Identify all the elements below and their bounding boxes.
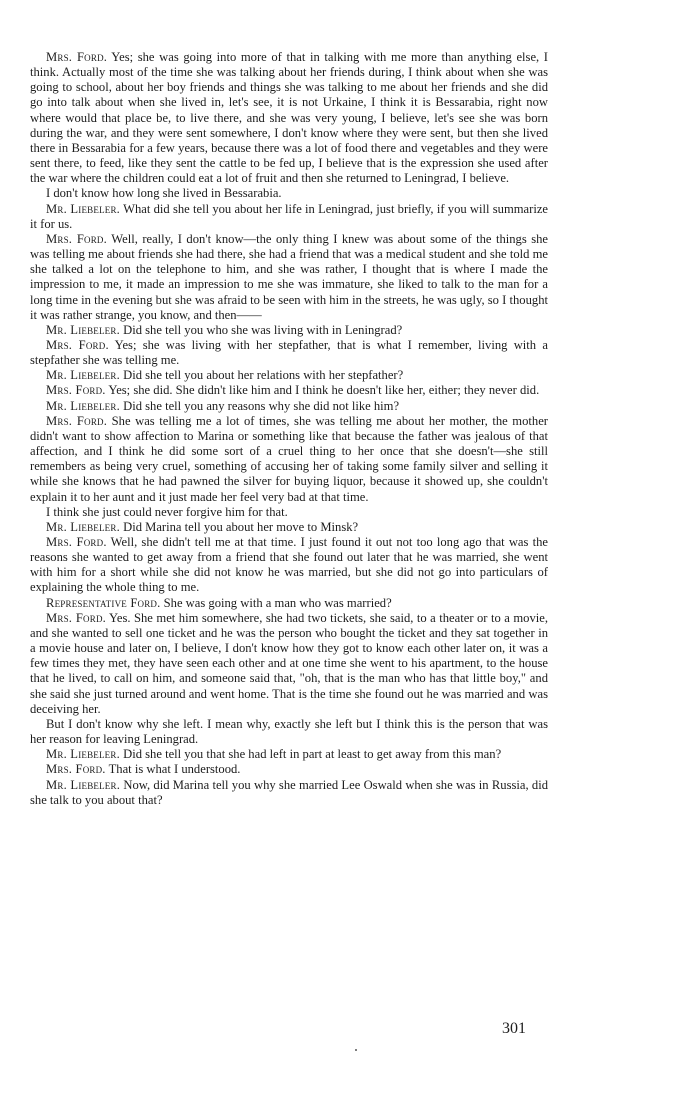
page-number: 301	[502, 1020, 526, 1037]
speaker-label: Representative Ford.	[46, 595, 161, 610]
speaker-label: Mrs. Ford.	[46, 50, 108, 64]
paragraph-text: I think she just could never forgive him for that.	[46, 504, 288, 519]
transcript-paragraph	[30, 186, 548, 201]
transcript-paragraph	[30, 414, 548, 505]
speaker-label: Mr. Liebeler.	[46, 368, 120, 383]
paragraph-text: Yes; she was going into more of that in talking with me more than anything else, I think. Actually most of the time she was talking about her friends during, I think about when she was going to school, about her boy friends and things she was talking to me about her friends and she did go into talk about when she lived in, let's see, it is not Urkaine, I think it is Bessarabia, right now where would that place be, to live there, and she was very young, I believe, let's see she was born during the war, and they were sent somewhere, I don't know where they were sent, but then she lived there in Bessarabia for a few years, because there was a lot of food there and vegetables and they were sent there, to feed, like they sent the cattle to be fed up, I believe that is the expression she used after the war where the children could eat a lot of fruit and then she returned to Leningrad, I believe.	[30, 50, 548, 186]
transcript-paragraph	[30, 717, 548, 747]
paragraph-text: Did she tell you about her relations with her stepfather?	[123, 368, 404, 383]
transcript-paragraph	[30, 368, 548, 383]
transcript-paragraph	[30, 596, 548, 611]
paragraph-text: That is what I understood.	[108, 762, 241, 777]
paragraph-text: I don't know how long she lived in Bessarabia.	[46, 186, 282, 201]
transcript-page	[30, 50, 548, 808]
transcript-paragraph	[30, 50, 548, 186]
paragraph-text: Yes. She met him somewhere, she had two tickets, she said, to a theater or to a movie, and she wanted to sell one ticket and he was the person who bought the ticket and they sat together in a movie house and later on, I believe, I don't know how they got to know each other later on, it was a few times they met, they have seen each other and at one time she went to his apartment, to the house that he lived, to call on him, and someone said that, "oh, that is the man who has that little boy," and she said she just turned around and went home. That is the time she found out he was married and was deceiving her.	[30, 610, 548, 716]
speaker-label: Mr. Liebeler.	[46, 747, 120, 762]
paragraph-text: But I don't know why she left. I mean why, exactly she left but I think this is the person that was her reason for leaving Leningrad.	[30, 716, 548, 747]
transcript-paragraph	[30, 202, 548, 232]
paragraph-text: Now, did Marina tell you why she married Lee Oswald when she was in Russia, did she talk to you about that?	[30, 777, 548, 807]
transcript-paragraph	[30, 535, 548, 596]
transcript-paragraph	[30, 747, 548, 762]
speaker-label: Mrs. Ford.	[46, 762, 106, 777]
speaker-label: Mrs. Ford.	[46, 337, 109, 352]
paragraph-text: She was going with a man who was married?	[163, 595, 392, 610]
paragraph-text: Did she tell you who she was living with in Leningrad?	[123, 322, 403, 337]
transcript-paragraph	[30, 778, 548, 808]
paragraph-text: Did she tell you that she had left in part at least to get away from this man?	[123, 747, 502, 762]
paragraph-text: Well, she didn't tell me at that time. I just found it out not too long ago that was the reasons she wanted to get away from a friend that she found out later that he was married, she went with him for a short while she did not know he was married, but she did not go into particulars of explaining the whole thing to me.	[30, 535, 548, 595]
paragraph-text: Well, really, I don't know—the only thing I knew was about some of the things she was telling me about friends she had there, she had a friend that was a medical student and she told me she talked a lot on the telephone to him, and she was rather, I thought that is where I made the impression to me, it made an impression to me she was immature, she liked to talk to the man for a long time in the evening but she was afraid to be seen with him in the streets, he was ugly, so I thought it was rather strange, you know, and then——	[30, 231, 548, 322]
speaker-label: Mr. Liebeler.	[46, 322, 120, 337]
transcript-paragraph	[30, 232, 548, 323]
transcript-paragraph	[30, 338, 548, 368]
speaker-label: Mr. Liebeler.	[46, 201, 121, 216]
paragraph-text: Yes; she did. She didn't like him and I think he doesn't like her, either; they never did.	[108, 383, 540, 398]
paragraph-text: She was telling me a lot of times, she was telling me about her mother, the mother didn't want to show affection to Marina or something like that because the father was jealous of that affection, and I think he did some sort of a cruel thing to her once that she doesn't—she still remembers as being very cruel, something of accusing her of taking some family silver and selling it while she knows that he had pawned the silver for buying liquor, because it showed up, she couldn't explain it to her aunt and it just made her feel very bad at that time.	[30, 413, 548, 504]
speaker-label: Mr. Liebeler.	[46, 519, 120, 534]
transcript-paragraph	[30, 399, 548, 414]
transcript-paragraph	[30, 383, 548, 398]
paragraph-text: Yes; she was living with her stepfather, that is what I remember, living with a stepfather she was telling me.	[30, 337, 548, 368]
speaker-label: Mrs. Ford.	[46, 610, 107, 625]
paragraph-text: Did Marina tell you about her move to Minsk?	[123, 519, 359, 534]
transcript-paragraph	[30, 762, 548, 777]
paragraph-text: What did she tell you about her life in Leningrad, just briefly, if you will summarize it for us.	[30, 201, 549, 231]
speaker-label: Mrs. Ford.	[46, 535, 107, 549]
speaker-label: Mr. Liebeler.	[46, 398, 120, 413]
transcript-paragraph	[30, 611, 548, 717]
speaker-label: Mrs. Ford.	[46, 413, 108, 428]
scan-speck	[355, 1049, 357, 1051]
speaker-label: Mrs. Ford.	[46, 231, 107, 246]
transcript-paragraph	[30, 505, 548, 520]
speaker-label: Mr. Liebeler.	[46, 777, 121, 792]
transcript-paragraph	[30, 323, 548, 338]
speaker-label: Mrs. Ford.	[46, 383, 106, 398]
transcript-paragraph	[30, 520, 548, 535]
paragraph-text: Did she tell you any reasons why she did not like him?	[123, 398, 400, 413]
